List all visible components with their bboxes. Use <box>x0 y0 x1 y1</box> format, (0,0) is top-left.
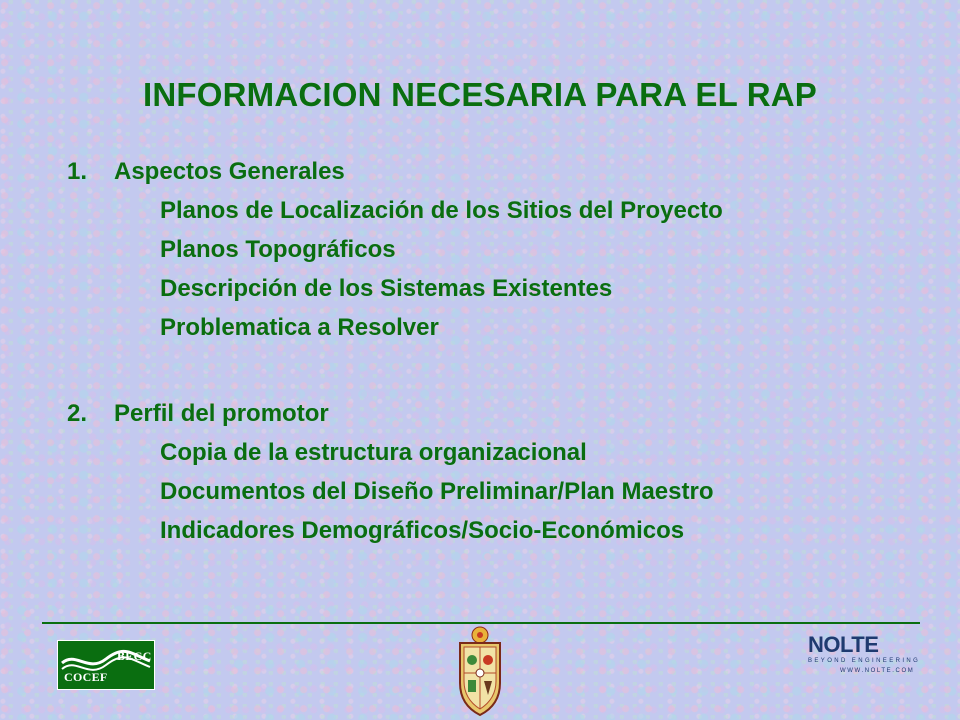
section-title: Aspectos Generales <box>114 158 345 185</box>
section-heading <box>67 152 723 191</box>
section-number: 1. <box>67 158 88 185</box>
list-item: Planos de Localización de los Sitios del Proyecto <box>160 197 723 224</box>
nolte-tagline: BEYOND ENGINEERING <box>808 658 921 664</box>
list-item: Indicadores Demográficos/Socio-Económicos <box>160 517 685 544</box>
section-aspectos-generales <box>67 152 723 347</box>
nolte-logo <box>806 632 921 680</box>
cocef-label: COCEF <box>64 670 108 684</box>
list-item: Copia de la estructura organizacional <box>160 439 587 466</box>
page-title: INFORMACION NECESARIA PARA EL RAP <box>143 76 817 113</box>
list-item: Problematica a Resolver <box>160 314 439 341</box>
footer-divider <box>42 622 920 624</box>
nolte-name: NOLTE <box>808 632 879 657</box>
nolte-url: WWW.NOLTE.COM <box>840 668 915 674</box>
section-perfil-del-promotor <box>67 394 713 550</box>
becc-cocef-logo <box>57 640 155 690</box>
becc-label: BECC <box>117 649 152 663</box>
list-item: Documentos del Diseño Preliminar/Plan Maestro <box>160 478 714 505</box>
list-item: Planos Topográficos <box>160 236 396 263</box>
section-number: 2. <box>67 400 88 427</box>
coat-of-arms-icon <box>455 625 505 717</box>
section-heading <box>67 394 713 433</box>
list-item: Descripción de los Sistemas Existentes <box>160 275 613 302</box>
section-title: Perfil del promotor <box>114 400 329 427</box>
